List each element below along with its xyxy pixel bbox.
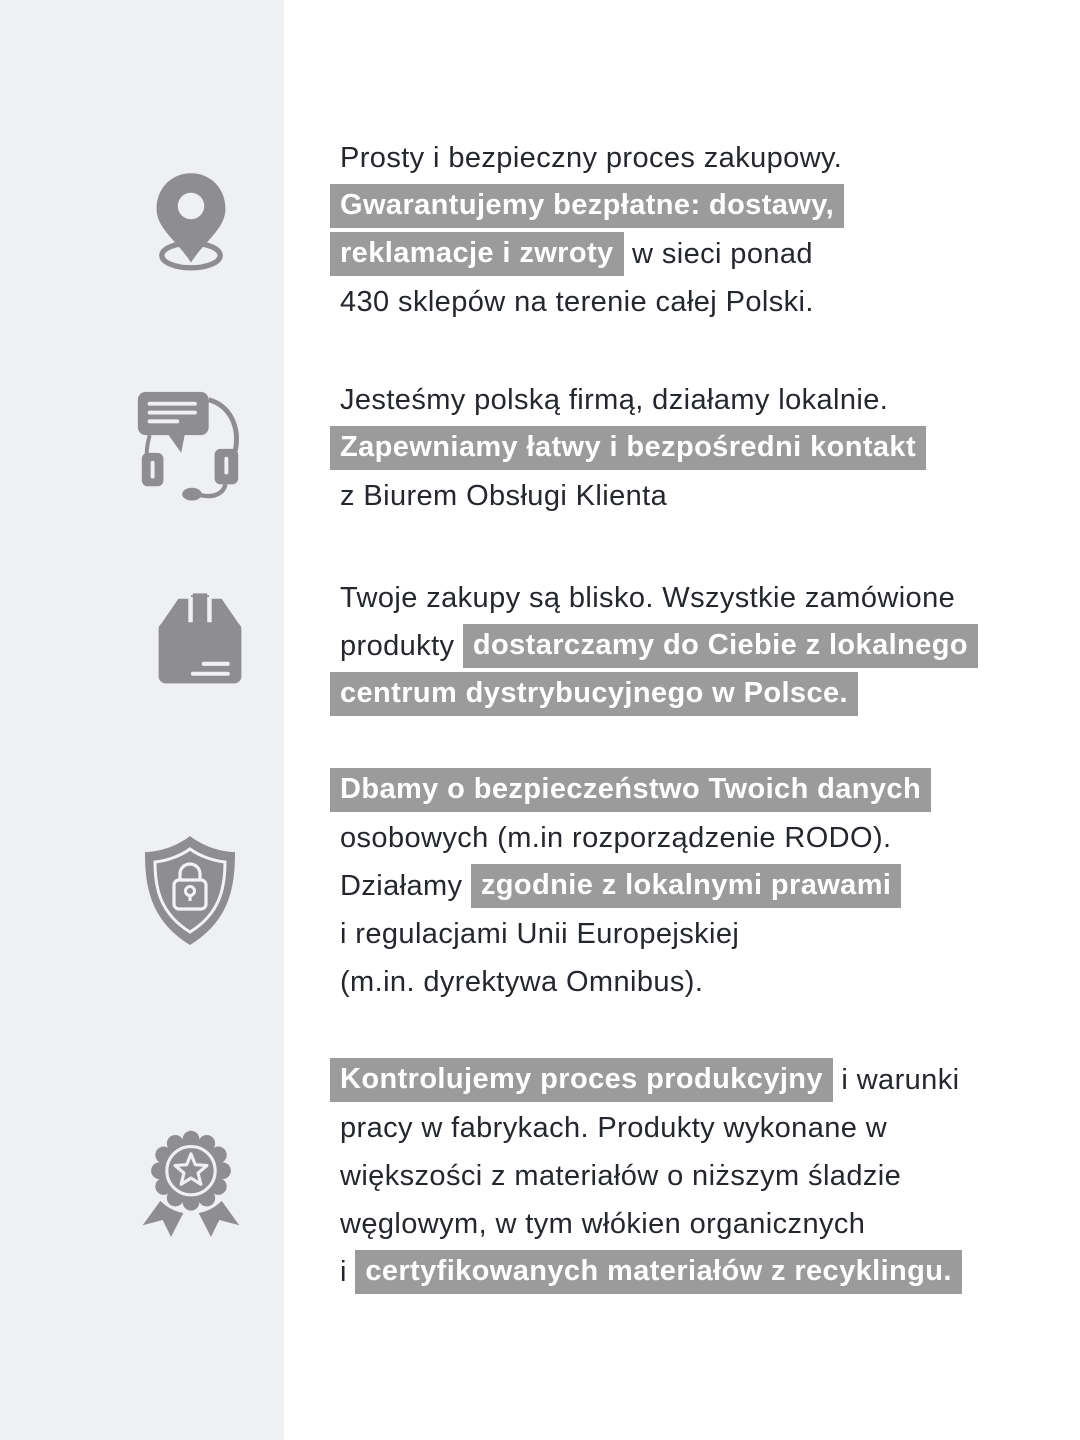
text-line [330, 910, 990, 958]
highlighted-text-segment: centrum dystrybucyjnego w Polsce. [330, 672, 858, 716]
location-pin-icon [138, 168, 244, 274]
text-line [330, 766, 990, 814]
highlighted-text-segment: certyfikowanych materiałów z recyklingu. [355, 1250, 962, 1294]
text-segment: i [340, 1255, 356, 1288]
highlighted-text-segment: Zapewniamy łatwy i bezpośredni kontakt [330, 426, 926, 470]
text-segment: Działamy [340, 869, 471, 902]
text-line [330, 278, 990, 326]
text-segment: w sieci ponad [623, 237, 813, 270]
text-segment: Jesteśmy polską firmą, działamy lokalnie. [340, 383, 889, 416]
text-segment: produkty [340, 629, 463, 662]
highlighted-text-segment: zgodnie z lokalnymi prawami [471, 864, 901, 908]
text-segment: 430 sklepów na terenie całej Polski. [340, 285, 814, 318]
text-line [330, 862, 990, 910]
benefit-block-data-security [330, 766, 990, 1006]
text-segment: z Biurem Obsługi Klienta [340, 479, 668, 512]
text-line [330, 814, 990, 862]
text-segment: (m.in. dyrektywa Omnibus). [340, 965, 704, 998]
benefit-block-production [330, 1056, 990, 1296]
text-segment: i warunki [832, 1063, 960, 1096]
support-headset-chat-icon [130, 386, 248, 504]
text-segment: pracy w fabrykach. Produkty wykonane w [340, 1111, 888, 1144]
text-line [330, 376, 990, 424]
text-segment: Prosty i bezpieczny proces zakupowy. [340, 141, 843, 174]
text-line [330, 622, 990, 670]
text-line [330, 472, 990, 520]
award-badge-icon [128, 1114, 254, 1240]
highlighted-text-segment: reklamacje i zwroty [330, 232, 624, 276]
text-line [330, 1248, 990, 1296]
highlighted-text-segment: Dbamy o bezpieczeństwo Twoich danych [330, 768, 931, 812]
package-icon [146, 588, 254, 696]
text-segment: węglowym, w tym włókien organicznych [340, 1207, 866, 1240]
text-line [330, 958, 990, 1006]
benefit-block-shopping [330, 134, 990, 326]
text-line [330, 670, 990, 718]
shield-lock-icon [130, 832, 250, 952]
text-line [330, 1056, 990, 1104]
text-line [330, 1104, 990, 1152]
text-line [330, 574, 990, 622]
text-line [330, 424, 990, 472]
highlighted-text-segment: Gwarantujemy bezpłatne: dostawy, [330, 184, 844, 228]
text-segment: większości z materiałów o niższym śladzie [340, 1159, 902, 1192]
highlighted-text-segment: dostarczamy do Ciebie z lokalnego [463, 624, 978, 668]
text-segment: i regulacjami Unii Europejskiej [340, 917, 740, 950]
text-line [330, 1152, 990, 1200]
benefit-block-delivery [330, 574, 990, 718]
benefit-block-contact [330, 376, 990, 520]
text-line [330, 182, 990, 230]
icon-rail [0, 0, 284, 1440]
text-line [330, 1200, 990, 1248]
text-line [330, 134, 990, 182]
text-line [330, 230, 990, 278]
text-segment: Twoje zakupy są blisko. Wszystkie zamówione [340, 581, 956, 614]
text-segment: osobowych (m.in rozporządzenie RODO). [340, 821, 892, 854]
highlighted-text-segment: Kontrolujemy proces produkcyjny [330, 1058, 833, 1102]
